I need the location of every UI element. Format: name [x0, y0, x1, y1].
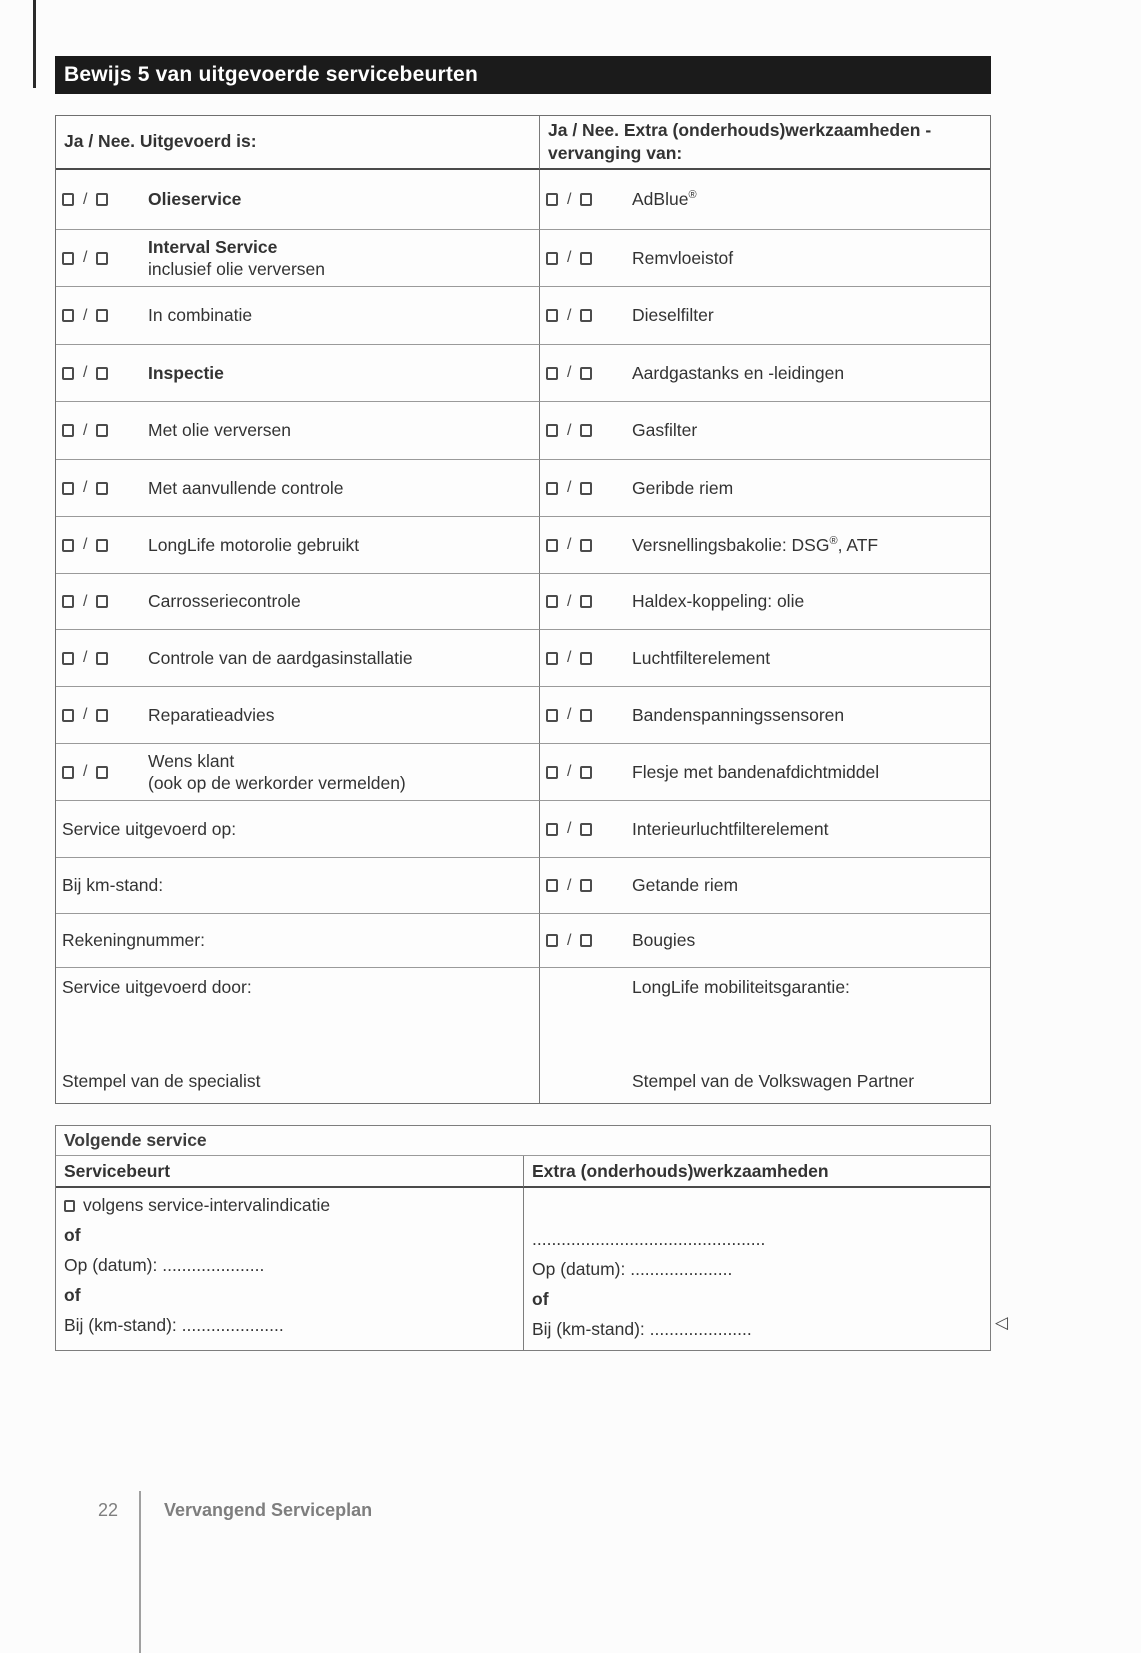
nee-checkbox[interactable] [96, 309, 108, 322]
row-label-text: AdBlue [632, 189, 689, 210]
table-row-cell [56, 914, 539, 968]
row-label [148, 590, 301, 612]
ja-checkbox[interactable] [62, 539, 74, 552]
right-column-header-text: Ja / Nee. Extra (onderhouds)werkzaamheden - vervanging van: [548, 119, 932, 163]
nee-checkbox[interactable] [580, 879, 592, 892]
row-label-text: Getande riem [632, 875, 739, 896]
row-label [632, 188, 697, 210]
checkbox-separator: / [83, 592, 88, 610]
nee-checkbox[interactable] [580, 309, 592, 322]
row-label [632, 247, 733, 269]
line-text: of [64, 1285, 81, 1305]
row-label-text: Dieselfilter [632, 305, 714, 326]
row-label-text: Inspectie [148, 362, 224, 383]
ja-nee-checkbox-pair [546, 191, 632, 209]
line-text: Bij (km-stand): ..................... [64, 1315, 284, 1335]
left-stamp-cell [56, 968, 539, 1103]
row-label-text: Reparatieadvies [148, 704, 275, 725]
row-label [62, 929, 205, 951]
table-row-cell [56, 801, 539, 858]
table-row-cell [539, 801, 990, 858]
registered-mark: ® [688, 189, 697, 202]
line-text: Bij (km-stand): ..................... [532, 1319, 752, 1339]
ja-nee-checkbox-pair [62, 763, 148, 781]
checkbox-separator: / [83, 190, 88, 208]
row-label [148, 534, 359, 556]
table-row-cell [56, 744, 539, 801]
checkbox-separator: / [83, 306, 88, 324]
checkbox-separator: / [567, 649, 572, 666]
row-label-text: Flesje met bandenafdichtmiddel [632, 761, 880, 782]
table-row-cell [56, 460, 539, 517]
line-text: volgens service-intervalindicatie [83, 1195, 331, 1215]
row-sublabel: inclusief olie verversen [148, 259, 326, 279]
checkbox-separator: / [567, 592, 572, 610]
row-label-text: Interieurluchtfilterelement [632, 818, 829, 839]
page-number: 22 [98, 1500, 119, 1520]
row-label [148, 188, 241, 210]
row-label-text: Rekeningnummer: [62, 930, 205, 951]
table-row-cell [539, 170, 990, 230]
checkbox-separator: / [567, 479, 572, 496]
table-row-cell [539, 287, 990, 345]
checkbox-separator: / [567, 421, 572, 439]
next-service-right-column [523, 1188, 990, 1350]
row-label [62, 818, 236, 840]
nee-checkbox[interactable] [580, 709, 592, 722]
row-label [632, 818, 828, 840]
checkbox-separator: / [567, 364, 572, 381]
next-service-line [532, 1314, 990, 1344]
ja-nee-checkbox-pair [62, 422, 148, 440]
row-label-text: Met olie verversen [148, 420, 291, 441]
ja-checkbox[interactable] [546, 709, 558, 722]
ja-nee-checkbox-pair [546, 877, 632, 895]
nee-checkbox[interactable] [96, 539, 108, 552]
ja-nee-checkbox-pair [62, 536, 148, 554]
ja-nee-checkbox-pair [546, 307, 632, 325]
row-label-text: Olieservice [148, 189, 242, 210]
ja-checkbox[interactable] [62, 766, 74, 779]
row-label-text: Luchtfilterelement [632, 647, 771, 668]
ja-nee-checkbox-pair [546, 422, 632, 440]
row-label-suffix: , ATF [837, 534, 879, 555]
line-text: Op (datum): ..................... [64, 1255, 265, 1275]
row-label [632, 419, 697, 441]
ja-checkbox[interactable] [546, 193, 558, 206]
checkbox-separator: / [567, 931, 572, 949]
ja-checkbox[interactable] [546, 482, 558, 495]
nee-checkbox[interactable] [96, 482, 108, 495]
row-label [148, 750, 406, 795]
checkbox-separator: / [567, 249, 572, 266]
checkbox-separator: / [83, 421, 88, 439]
nee-checkbox[interactable] [580, 367, 592, 380]
row-label-text: Aardgastanks en -leidingen [632, 362, 845, 383]
ja-checkbox[interactable] [62, 309, 74, 322]
nee-checkbox[interactable] [580, 252, 592, 265]
row-label-text: Gasfilter [632, 420, 698, 441]
row-label [632, 647, 770, 669]
checkbox-separator: / [567, 706, 572, 723]
checkbox-separator: / [83, 763, 88, 780]
next-service-line [64, 1280, 523, 1310]
next-service-left-column [56, 1188, 523, 1350]
row-label: Service uitgevoerd door: [62, 977, 252, 997]
nee-checkbox[interactable] [580, 595, 592, 608]
ja-nee-checkbox-pair [546, 593, 632, 611]
next-service-line [64, 1310, 523, 1340]
ja-nee-checkbox-pair [546, 706, 632, 724]
table-row-cell [539, 574, 990, 630]
ja-nee-checkbox-pair [62, 249, 148, 267]
next-service-title: Volgende service [56, 1126, 990, 1156]
row-label-text: Carrosseriecontrole [148, 591, 301, 612]
table-row-cell [539, 858, 990, 914]
row-label-text: LongLife motorolie gebruikt [148, 534, 360, 555]
row-label [148, 362, 224, 384]
table-row-cell [539, 517, 990, 574]
ja-nee-checkbox-pair [546, 932, 632, 950]
nee-checkbox[interactable] [96, 367, 108, 380]
table-row-cell [56, 630, 539, 687]
checkbox-separator: / [83, 536, 88, 553]
right-column-header [539, 116, 990, 170]
ja-checkbox[interactable] [62, 595, 74, 608]
registered-mark: ® [829, 534, 838, 547]
row-label: LongLife mobiliteitsgarantie: [632, 977, 850, 997]
page-title: Bewijs 5 van uitgevoerde servicebeurten [64, 63, 478, 86]
next-service-table [55, 1125, 991, 1351]
row-label [632, 874, 738, 896]
ja-checkbox[interactable] [546, 652, 558, 665]
checkbox-separator: / [83, 706, 88, 723]
row-label-text: Bougies [632, 930, 696, 951]
next-service-line [64, 1190, 523, 1220]
row-label [632, 304, 714, 326]
servicebeurt-header: Servicebeurt [56, 1156, 523, 1188]
table-row-cell [539, 402, 990, 460]
nee-checkbox[interactable] [96, 252, 108, 265]
nee-checkbox[interactable] [96, 193, 108, 206]
stamp-label: Stempel van de Volkswagen Partner [632, 1071, 915, 1091]
row-label [632, 362, 844, 384]
option-checkbox[interactable] [64, 1200, 75, 1212]
table-row-cell [56, 402, 539, 460]
row-sublabel: (ook op de werkorder vermelden) [148, 773, 406, 793]
ja-checkbox[interactable] [62, 367, 74, 380]
row-label [148, 647, 413, 669]
table-row-cell [56, 858, 539, 914]
ja-nee-checkbox-pair [62, 649, 148, 667]
ja-checkbox[interactable] [546, 309, 558, 322]
ja-nee-checkbox-pair [546, 249, 632, 267]
ja-checkbox[interactable] [546, 879, 558, 892]
left-column-header [56, 116, 539, 170]
footer-section-label: Vervangend Serviceplan [164, 1500, 373, 1520]
ja-nee-checkbox-pair [546, 763, 632, 781]
line-text: Op (datum): ..................... [532, 1259, 733, 1279]
checkbox-separator: / [83, 364, 88, 381]
nee-checkbox[interactable] [96, 766, 108, 779]
next-service-line [532, 1224, 990, 1254]
next-service-headers [56, 1156, 990, 1188]
ja-checkbox[interactable] [62, 252, 74, 265]
row-label-text: Remvloeistof [632, 247, 734, 268]
table-row-cell [56, 574, 539, 630]
next-service-line [64, 1220, 523, 1250]
table-row-cell [56, 230, 539, 287]
ja-checkbox[interactable] [546, 539, 558, 552]
stamp-label: Stempel van de specialist [62, 1071, 261, 1091]
checkbox-separator: / [567, 536, 572, 553]
row-label-text: Controle van de aardgasinstallatie [148, 647, 413, 668]
scan-edge-artifact [33, 0, 36, 88]
table-row-cell [539, 460, 990, 517]
table-row-cell [539, 744, 990, 801]
ja-checkbox[interactable] [546, 823, 558, 836]
checkbox-separator: / [567, 876, 572, 894]
nee-checkbox[interactable] [96, 424, 108, 437]
table-row-cell [56, 287, 539, 345]
ja-checkbox[interactable] [62, 652, 74, 665]
ja-checkbox[interactable] [546, 252, 558, 265]
line-text: ................................................ [532, 1229, 766, 1249]
table-row-cell [56, 687, 539, 744]
row-label [632, 704, 844, 726]
line-text: of [532, 1289, 549, 1309]
ja-nee-checkbox-pair [62, 479, 148, 497]
row-label-text: Wens klant [148, 750, 235, 771]
row-label-text: Bij km-stand: [62, 875, 164, 896]
table-row-cell [539, 687, 990, 744]
row-label-text: Versnellingsbakolie: DSG [632, 534, 830, 555]
ja-checkbox[interactable] [546, 595, 558, 608]
nee-checkbox[interactable] [580, 539, 592, 552]
table-row-cell [539, 630, 990, 687]
checkbox-separator: / [83, 649, 88, 666]
footer-divider [139, 1491, 141, 1653]
page-nav-triangle-icon: ◁ [995, 1313, 1009, 1332]
ja-checkbox[interactable] [546, 367, 558, 380]
row-label [632, 761, 879, 783]
row-label-text: Met aanvullende controle [148, 477, 344, 498]
table-row-cell [539, 914, 990, 968]
next-service-body [56, 1188, 990, 1350]
row-label-text: Haldex-koppeling: olie [632, 591, 805, 612]
row-label [148, 477, 344, 499]
ja-nee-checkbox-pair [546, 820, 632, 838]
row-label [148, 704, 274, 726]
row-label [632, 534, 878, 556]
ja-checkbox[interactable] [62, 482, 74, 495]
checkbox-separator: / [83, 479, 88, 496]
table-row-cell [56, 170, 539, 230]
service-record-table [55, 115, 991, 1104]
ja-nee-checkbox-pair [62, 593, 148, 611]
row-label-text: Bandenspanningssensoren [632, 704, 845, 725]
row-label [148, 419, 291, 441]
ja-nee-checkbox-pair [62, 307, 148, 325]
checkbox-separator: / [567, 820, 572, 837]
table-row-cell [539, 345, 990, 402]
next-service-line [532, 1254, 990, 1284]
nee-checkbox[interactable] [96, 709, 108, 722]
row-label [632, 477, 733, 499]
nee-checkbox[interactable] [580, 424, 592, 437]
ja-checkbox[interactable] [62, 424, 74, 437]
nee-checkbox[interactable] [580, 934, 592, 947]
ja-checkbox[interactable] [546, 766, 558, 779]
ja-nee-checkbox-pair [62, 191, 148, 209]
ja-nee-checkbox-pair [62, 364, 148, 382]
nee-checkbox[interactable] [580, 482, 592, 495]
checkbox-separator: / [567, 190, 572, 208]
row-label-text: In combinatie [148, 305, 253, 326]
ja-nee-checkbox-pair [546, 649, 632, 667]
ja-checkbox[interactable] [62, 709, 74, 722]
table-row-cell [56, 345, 539, 402]
line-text: of [64, 1225, 81, 1245]
next-service-line [532, 1284, 990, 1314]
row-label-text: Geribde riem [632, 477, 734, 498]
ja-checkbox[interactable] [546, 424, 558, 437]
row-label-text: Interval Service [148, 236, 278, 257]
row-label [148, 236, 325, 281]
section-title-bar [55, 56, 991, 94]
nee-checkbox[interactable] [96, 595, 108, 608]
ja-nee-checkbox-pair [546, 479, 632, 497]
right-stamp-cell [539, 968, 990, 1103]
checkbox-separator: / [567, 306, 572, 324]
ja-nee-checkbox-pair [546, 364, 632, 382]
row-label-text: Service uitgevoerd op: [62, 818, 237, 839]
table-row-cell [56, 517, 539, 574]
row-label [632, 590, 804, 612]
extra-werkzaamheden-header: Extra (onderhouds)werkzaamheden [523, 1156, 990, 1188]
row-label [632, 929, 695, 951]
nee-checkbox[interactable] [580, 823, 592, 836]
checkbox-separator: / [567, 763, 572, 780]
next-service-line [64, 1250, 523, 1280]
nee-checkbox[interactable] [580, 193, 592, 206]
ja-nee-checkbox-pair [546, 536, 632, 554]
ja-nee-checkbox-pair [62, 706, 148, 724]
ja-checkbox[interactable] [62, 193, 74, 206]
nee-checkbox[interactable] [580, 652, 592, 665]
nee-checkbox[interactable] [580, 766, 592, 779]
nee-checkbox[interactable] [96, 652, 108, 665]
left-column-header-text: Ja / Nee. Uitgevoerd is: [64, 131, 257, 152]
row-label [62, 874, 163, 896]
checkbox-separator: / [83, 249, 88, 266]
ja-checkbox[interactable] [546, 934, 558, 947]
row-label [148, 304, 252, 326]
table-row-cell [539, 230, 990, 287]
